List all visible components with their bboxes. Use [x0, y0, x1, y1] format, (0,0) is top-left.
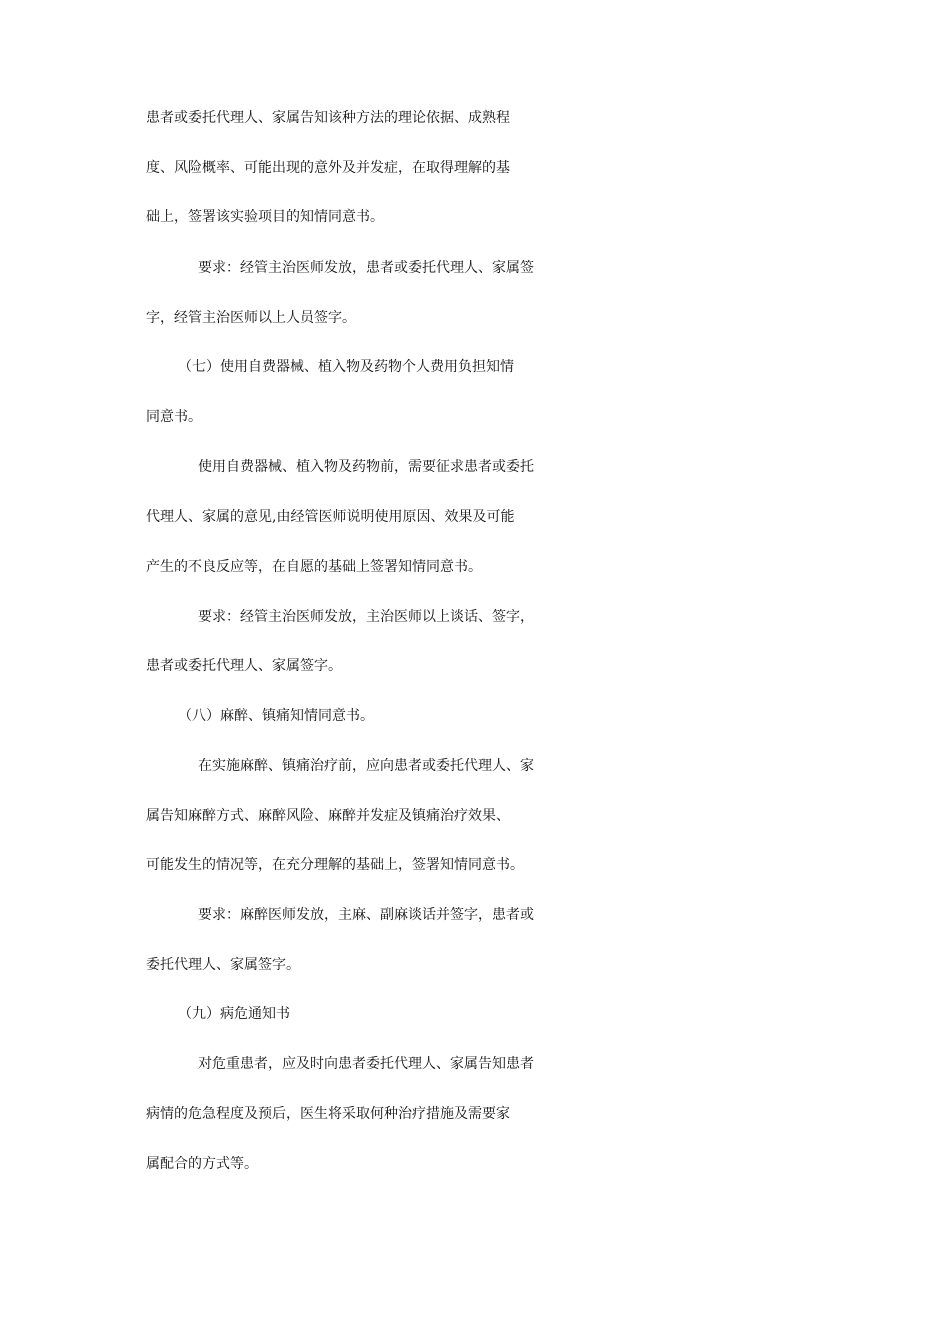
text-line: 要求：经管主治医师发放，主治医师以上谈话、签字，	[198, 609, 534, 625]
text-line: 同意书。	[146, 409, 202, 425]
section-heading-9: （九）病危通知书	[178, 1006, 290, 1022]
text-line: 使用自费器械、植入物及药物前，需要征求患者或委托	[198, 459, 534, 475]
text-line: 对危重患者，应及时向患者委托代理人、家属告知患者	[198, 1056, 534, 1072]
section-heading-7: （七）使用自费器械、植入物及药物个人费用负担知情	[178, 359, 514, 375]
text-line: 度、风险概率、可能出现的意外及并发症，在取得理解的基	[146, 160, 510, 176]
text-line: 属告知麻醉方式、麻醉风险、麻醉并发症及镇痛治疗效果、	[146, 808, 510, 824]
section-heading-8: （八）麻醉、镇痛知情同意书。	[178, 708, 374, 724]
text-line: 字，经管主治医师以上人员签字。	[146, 310, 356, 326]
text-line: 委托代理人、家属签字。	[146, 957, 300, 973]
text-line: 要求：麻醉医师发放，主麻、副麻谈话并签字，患者或	[198, 907, 534, 923]
text-line: 产生的不良反应等，在自愿的基础上签署知情同意书。	[146, 559, 482, 575]
text-line: 代理人、家属的意见,由经管医师说明使用原因、效果及可能	[146, 509, 515, 525]
text-line: 在实施麻醉、镇痛治疗前，应向患者或委托代理人、家	[198, 758, 534, 774]
text-line: 础上，签署该实验项目的知情同意书。	[146, 209, 384, 225]
text-line: 病情的危急程度及预后，医生将采取何种治疗措施及需要家	[146, 1106, 510, 1122]
text-line: 可能发生的情况等，在充分理解的基础上，签署知情同意书。	[146, 857, 524, 873]
text-line: 属配合的方式等。	[146, 1156, 258, 1172]
text-line: 要求：经管主治医师发放，患者或委托代理人、家属签	[198, 260, 534, 276]
text-line: 患者或委托代理人、家属签字。	[146, 658, 342, 674]
text-line: 患者或委托代理人、家属告知该种方法的理论依据、成熟程	[146, 110, 510, 126]
